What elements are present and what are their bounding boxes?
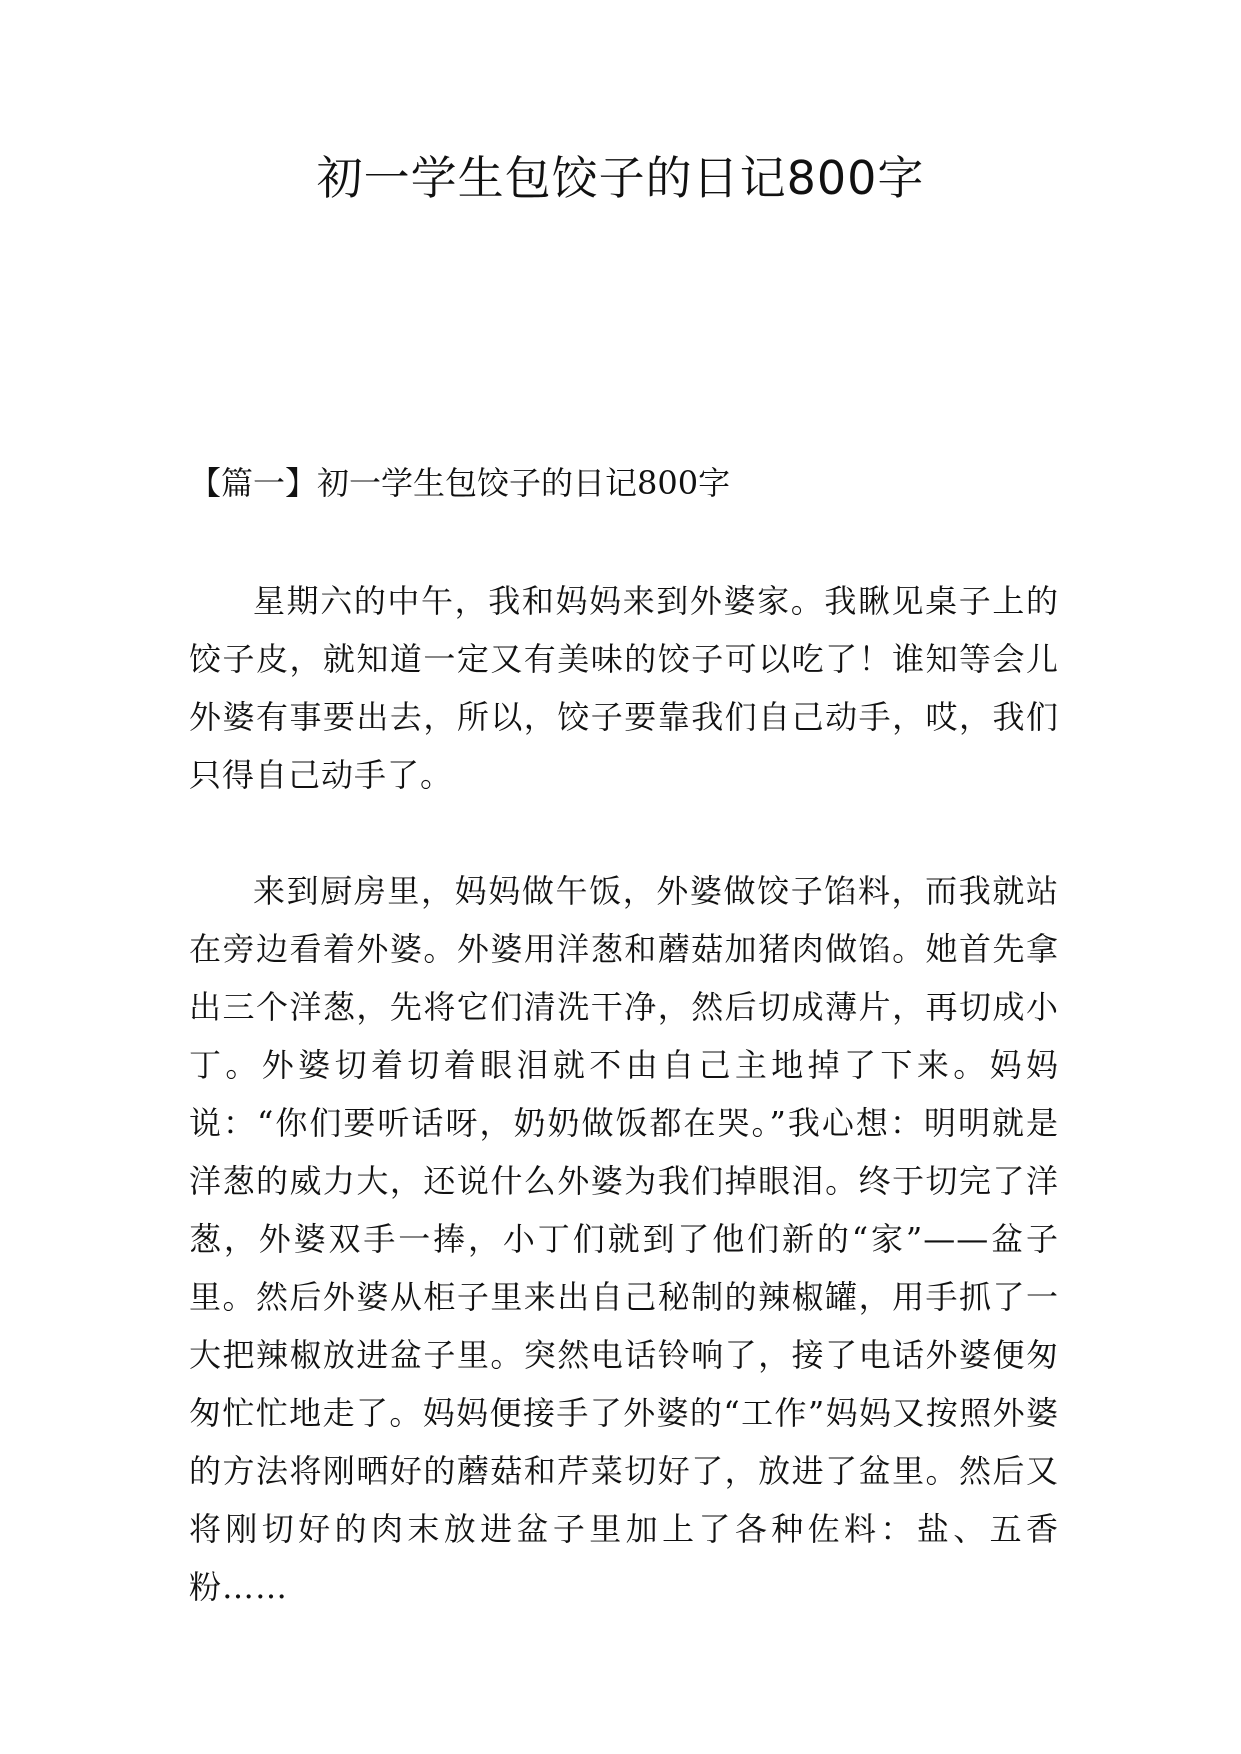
section-heading: 【篇一】初一学生包饺子的日记800字 [189, 464, 731, 502]
paragraph-1: 星期六的中午，我和妈妈来到外婆家。我瞅见桌子上的饺子皮，就知道一定又有美味的饺子可以吃了！谁知等会儿外婆有事要出去，所以，饺子要靠我们自己动手，哎，我们只得自己动手了。 [189, 582, 1059, 794]
paragraph-2: 来到厨房里，妈妈做午饭，外婆做饺子馅料，而我就站在旁边看着外婆。外婆用洋葱和蘑菇加猪肉做馅。她首先拿出三个洋葱，先将它们清洗干净，然后切成薄片，再切成小丁。外婆切着切着眼泪就不由自己主地掉了下来。妈妈说：“你们要听话呀，奶奶做饭都在哭。”我心想：明明就是洋葱的威力大，还说什么外婆为我们掉眼泪。终于切完了洋葱，外婆双手一捧，小丁们就到了他们新的“家”——盆子里。然后外婆从柜子里来出自己秘制的辣椒罐，用手抓了一大把辣椒放进盆子里。突然电话铃响了，接了电话外婆便匆匆忙忙地走了。妈妈便接手了外婆的“工作”妈妈又按照外婆的方法将刚晒好的蘑菇和芹菜切好了，放进了盆里。然后又将刚切好的肉末放进盆子里加上了各种佐料：盐、五香粉…… [189, 872, 1059, 1606]
document-title: 初一学生包饺子的日记800字 [316, 151, 925, 205]
